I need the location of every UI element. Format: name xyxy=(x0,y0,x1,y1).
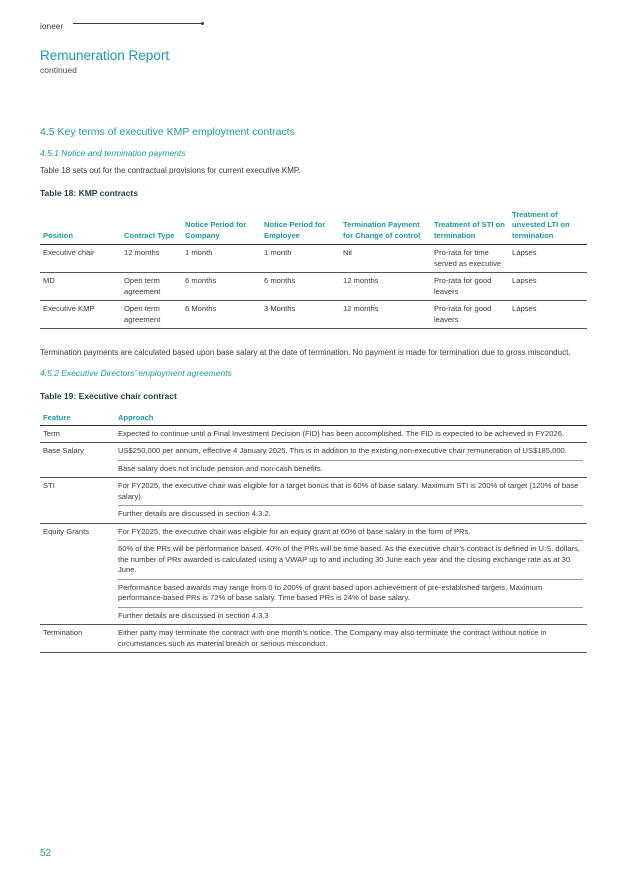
approach-paragraph: Performance based awards may range from 0 to 200% of grant based upon achievement of pre-established targets. Maximum performance-based PRs is 72% of base salary. Time based PRs is 24% of base salary. xyxy=(118,579,583,604)
page-title: Remuneration Report xyxy=(40,48,170,63)
page-header xyxy=(40,16,210,34)
approach-cell xyxy=(115,425,587,443)
approach-paragraph: For FY2025, the executive chair was eligible for a target bonus that is 60% of base salary. Maximum STI is 200% of target (120% of base salary). xyxy=(118,481,579,501)
table-cell: Open term agreement xyxy=(121,273,182,301)
table-row xyxy=(40,478,587,524)
feature-cell: Equity Grants xyxy=(40,523,115,625)
table-cell: 1 month xyxy=(261,245,340,273)
section-heading-4-5: 4.5 Key terms of executive KMP employment contracts xyxy=(40,126,295,138)
column-header: Treatment of unvested LTI on termination xyxy=(509,210,587,245)
table-cell: Pro-rata for good leavers xyxy=(431,273,509,301)
table-row xyxy=(40,523,587,625)
table-row xyxy=(40,443,587,478)
table-cell: Executive chair xyxy=(40,245,121,273)
feature-cell: STI xyxy=(40,478,115,524)
page-number: 52 xyxy=(40,848,52,859)
table-cell: MD xyxy=(40,273,121,301)
approach-paragraph: Base salary does not include pension and non-cash benefits. xyxy=(118,460,583,475)
approach-cell xyxy=(115,443,587,478)
feature-cell: Termination xyxy=(40,625,115,653)
table-cell: 12 months xyxy=(340,273,431,301)
table-row xyxy=(40,273,587,301)
subsection-heading-4-5-2: 4.5.2 Executive Directors’ employment agreements xyxy=(40,367,232,378)
table-cell: 6 Months xyxy=(182,301,261,329)
table-row xyxy=(40,245,587,273)
feature-cell: Term xyxy=(40,425,115,443)
approach-cell xyxy=(115,625,587,653)
approach-paragraph: Further details are discussed in section 4.3.2. xyxy=(118,505,583,520)
table-cell: 12 months xyxy=(121,245,182,273)
table-cell: Pro-rata for time served as executive xyxy=(431,245,509,273)
table-row xyxy=(40,301,587,329)
table-cell: Nil xyxy=(340,245,431,273)
approach-paragraph: Expected to continue until a Final Investment Decision (FID) has been accomplished. The FID is expected to be achieved in FY2026. xyxy=(118,428,565,438)
approach-paragraph: For FY2025, the executive chair was eligible for an equity grant at 60% of base salary in the form of PRs. xyxy=(118,526,471,536)
termination-note: Termination payments are calculated based upon base salary at the date of termination. No payment is made for termination due to gross misconduct. xyxy=(40,348,571,357)
table-header-row xyxy=(40,210,587,245)
approach-cell xyxy=(115,478,587,524)
table-cell: Open term agreement xyxy=(121,301,182,329)
table-cell: 12 months xyxy=(340,301,431,329)
brand-logo-text: ioneer xyxy=(40,22,64,31)
table-cell: Lapses xyxy=(509,245,587,273)
table-cell: 3 Months xyxy=(261,301,340,329)
kmp-contracts-table xyxy=(40,210,587,330)
column-header: Termination Payment for Change of control xyxy=(340,210,431,245)
table-cell: Lapses xyxy=(509,273,587,301)
page-subtitle: continued xyxy=(40,65,77,75)
approach-paragraph: 60% of the PRs will be performance based. 40% of the PRs will be time based. As the executive chair’s contract is defined in U.S. dollars, the number of PRs awarded is calculated using a VWAP up to and including 30 June each year and the closing exchange rate as at 30 June. xyxy=(118,540,583,576)
approach-paragraph: Either party may terminate the contract with one month’s notice. The Company may also terminate the contract without notice in circumstances such as material breach or serious misconduct. xyxy=(118,628,547,648)
column-header: Approach xyxy=(115,413,587,426)
table-18-caption: Table 18: KMP contracts xyxy=(40,187,138,198)
column-header: Treatment of STI on termination xyxy=(431,210,509,245)
table-cell: 6 months xyxy=(261,273,340,301)
intro-paragraph: Table 18 sets out for the contractual provisions for current executive KMP. xyxy=(40,166,301,175)
main-content xyxy=(40,126,587,653)
subsection-heading-4-5-1: 4.5.1 Notice and termination payments xyxy=(40,148,186,158)
column-header: Contract Type xyxy=(121,210,182,245)
table-cell: 1 month xyxy=(182,245,261,273)
table-19-caption: Table 19: Executive chair contract xyxy=(40,390,177,401)
column-header: Feature xyxy=(40,413,115,426)
table-cell: Executive KMP xyxy=(40,301,121,329)
feature-cell: Base Salary xyxy=(40,443,115,478)
table-cell: Lapses xyxy=(509,301,587,329)
column-header: Notice Period for Company xyxy=(182,210,261,245)
header-rule xyxy=(73,23,203,24)
table-header-row xyxy=(40,413,587,426)
approach-paragraph: Further details are discussed in section 4.3.3 xyxy=(118,607,583,622)
executive-chair-contract-table xyxy=(40,413,587,654)
column-header: Notice Period for Employee xyxy=(261,210,340,245)
column-header: Position xyxy=(40,210,121,245)
table-row xyxy=(40,425,587,443)
table-cell: Pro-rata for good leavers xyxy=(431,301,509,329)
approach-cell xyxy=(115,523,587,625)
table-cell: 6 months xyxy=(182,273,261,301)
approach-paragraph: US$250,000 per annum, effective 4 January 2025. This is in addition to the existing non-executive chair remuneration of US$185,000. xyxy=(118,446,567,455)
table-row xyxy=(40,625,587,653)
